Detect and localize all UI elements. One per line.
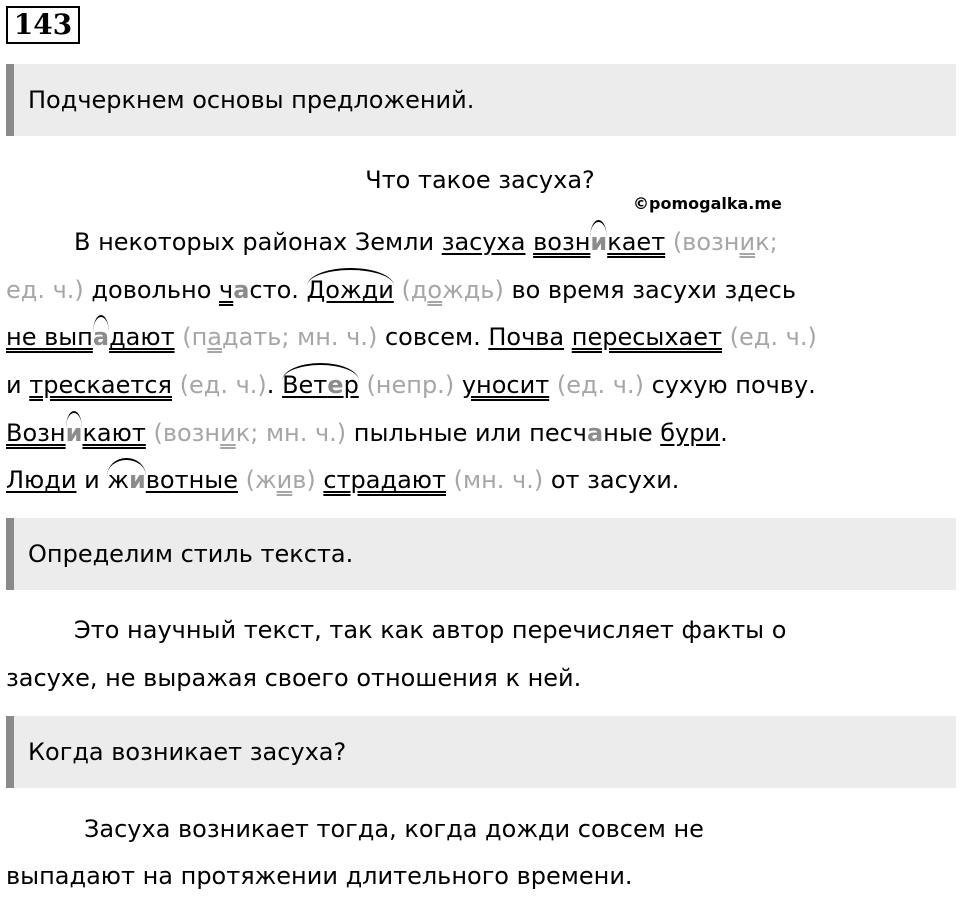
grammar-note: [673, 228, 778, 256]
subject-word: Почва: [488, 323, 565, 351]
highlight-letter: е: [327, 371, 344, 399]
text-fragment: ж: [107, 466, 129, 494]
text-fragment: пыльные или песч: [346, 419, 587, 447]
subject-word: Дожди: [306, 276, 394, 304]
subject-word: [107, 466, 238, 494]
text-line-5: [6, 418, 728, 448]
grammar-note: (непр.): [366, 371, 455, 399]
text-fragment: дать; мн. ч.): [221, 323, 378, 351]
subject-word: засуха: [441, 228, 526, 256]
text-fragment: (п: [182, 323, 208, 351]
predicate-word: трескается: [29, 371, 172, 399]
text-line-6: [6, 465, 679, 495]
predicate-word: пересыхает: [571, 323, 723, 351]
grammar-note: ед. ч.): [6, 276, 84, 304]
text-fragment: кают: [82, 419, 146, 447]
highlight-letter: о: [427, 276, 443, 304]
highlight-letter: и: [276, 466, 293, 494]
text-fragment: к; мн. ч.): [235, 419, 347, 447]
grammar-note: (ед. ч.): [179, 371, 267, 399]
predicate-word: уносит: [461, 371, 550, 399]
text-line-2: [6, 275, 796, 305]
text-fragment: от засухи.: [543, 466, 680, 494]
root-arc: [66, 418, 83, 448]
text-fragment: не вып: [6, 323, 93, 351]
text-fragment: довольно: [83, 276, 220, 304]
section-heading-1: [6, 64, 956, 136]
text-fragment: в): [292, 466, 316, 494]
highlight-letter: а: [92, 323, 110, 351]
subject-word: [282, 370, 359, 400]
text-fragment: Вет: [282, 371, 328, 399]
style-line-1: Это научный текст, так как автор перечисляет факты о: [74, 616, 787, 644]
text-fragment: (ж: [245, 466, 277, 494]
text-fragment: Возн: [6, 419, 66, 447]
grammar-note: (мн. ч.): [453, 466, 544, 494]
text-fragment: ч: [219, 276, 234, 304]
grammar-note: [401, 276, 503, 304]
text-fragment: дают: [109, 323, 175, 351]
answer-line-1: Засуха возникает тогда, когда дожди совсем не: [84, 815, 704, 843]
predicate-word: [533, 228, 665, 256]
highlight-letter: а: [233, 276, 250, 304]
text-fragment: В некоторых районах Земли: [74, 228, 442, 256]
text-fragment: сто.: [249, 276, 307, 304]
highlight-letter: и: [128, 466, 146, 494]
text-fragment: сухую почву.: [643, 371, 816, 399]
text-line-3: [6, 322, 817, 352]
grammar-note: (ед. ч.): [556, 371, 644, 399]
text-fragment: .: [266, 371, 283, 399]
grammar-note: [246, 466, 316, 494]
predicate-word: страдают: [323, 466, 446, 494]
text-line-1: [74, 227, 778, 257]
grammar-note: (ед. ч.): [729, 323, 817, 351]
text-fragment: (возн: [672, 228, 740, 256]
predicate-word: [6, 419, 146, 447]
watermark: ©pomogalka.me: [633, 194, 782, 213]
text-fragment: кает: [607, 228, 666, 256]
section-heading-text: Когда возникает засуха?: [28, 738, 347, 766]
text-line-4: [6, 370, 816, 400]
text-fragment: (возн: [153, 419, 221, 447]
section-heading-text: Определим стиль текста.: [28, 540, 354, 568]
text-fragment: к;: [755, 228, 778, 256]
highlight-letter: и: [65, 419, 83, 447]
grammar-note: [182, 323, 377, 351]
text-fragment: совсем.: [377, 323, 489, 351]
text-fragment: ные: [603, 419, 661, 447]
highlight-letter: и: [590, 228, 608, 256]
subject-word: Люди: [6, 466, 77, 494]
section-heading-2: [6, 518, 956, 590]
predicate-word: [6, 323, 175, 351]
highlight-letter: и: [739, 228, 756, 256]
section-heading-text: Подчеркнем основы предложений.: [28, 86, 475, 114]
grammar-note: [153, 419, 346, 447]
highlight-letter: и: [220, 419, 236, 447]
text-fragment: ждь): [442, 276, 504, 304]
text-title: Что такое засуха?: [365, 166, 595, 194]
root-arc: [107, 465, 145, 495]
text-fragment: р: [343, 371, 359, 399]
text-fragment: и: [6, 371, 30, 399]
subject-word: бури: [660, 419, 721, 447]
root-arc: [590, 227, 607, 257]
text-fragment: во время засухи здесь: [503, 276, 796, 304]
text-fragment: .: [720, 419, 728, 447]
highlight-letter: а: [207, 323, 222, 351]
text-fragment: и: [76, 466, 108, 494]
text-fragment: возн: [533, 228, 591, 256]
text-fragment: вотные: [145, 466, 238, 494]
highlight-letter: а: [586, 419, 604, 447]
task-number: 143: [6, 6, 80, 44]
answer-line-2: выпадают на протяжении длительного времени.: [6, 862, 633, 890]
section-heading-3: [6, 716, 956, 788]
text-fragment: (д: [401, 276, 428, 304]
style-line-2: засухе, не выражая своего отношения к ней.: [6, 664, 582, 692]
